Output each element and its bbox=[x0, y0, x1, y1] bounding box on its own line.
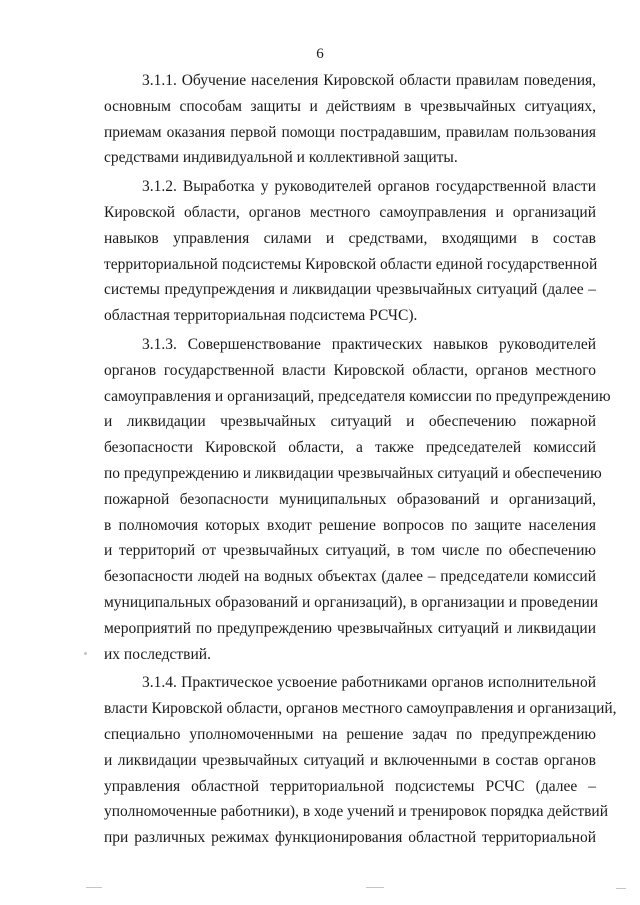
text-line: пожарной безопасности муниципальных образований и организаций, bbox=[104, 490, 596, 508]
text-line: при различных режимах функционирования областной территориальной bbox=[104, 829, 596, 847]
text-line: и территорий от чрезвычайных ситуаций, в том числе по обеспечению bbox=[104, 542, 596, 560]
text-line: основным способам защиты и действиям в чрезвычайных ситуациях, bbox=[104, 97, 596, 115]
text-line: специально уполномоченными на решение задач по предупреждению bbox=[104, 725, 596, 743]
text-line: и ликвидации чрезвычайных ситуаций и включенными в состав органов bbox=[104, 751, 596, 769]
text-line: 3.1.2. Выработка у руководителей органов государственной власти bbox=[142, 178, 596, 196]
text-line: и ликвидации чрезвычайных ситуаций и обеспечению пожарной bbox=[104, 413, 596, 431]
text-line: приемам оказания первой помощи пострадавшим, правилам пользования bbox=[104, 123, 596, 141]
text-line: областная территориальная подсистема РСЧС). bbox=[104, 307, 418, 325]
text-line: 3.1.1. Обучение населения Кировской области правилам поведения, bbox=[142, 72, 596, 89]
text-line: муниципальных образований и организаций), в организации и проведении bbox=[104, 593, 599, 611]
paragraph-3-1-2 bbox=[104, 174, 596, 329]
text-line: территориальной подсистемы Кировской области единой государственной bbox=[104, 255, 598, 273]
text-line: управления областной территориальной подсистемы РСЧС (далее – bbox=[104, 777, 596, 795]
text-line: 3.1.4. Практическое усвоение работниками органов исполнительной bbox=[142, 674, 596, 692]
scan-speck bbox=[616, 888, 626, 889]
text-line: средствами индивидуальной и коллективной защиты. bbox=[104, 149, 458, 167]
paragraph-3-1-1 bbox=[104, 68, 596, 171]
text-line: навыков управления силами и средствами, входящими в состав bbox=[104, 229, 596, 247]
text-line: 3.1.3. Совершенствование практических навыков руководителей bbox=[142, 335, 596, 353]
paragraph-3-1-4 bbox=[104, 670, 617, 851]
scan-speck bbox=[366, 887, 384, 888]
text-line: мероприятий по предупреждению чрезвычайных ситуаций и ликвидации bbox=[104, 619, 596, 637]
page-number: 6 bbox=[316, 46, 324, 62]
text-line: Кировской области, органов местного самоуправления и организаций bbox=[104, 203, 596, 221]
text-line: уполномоченные работники), в ходе учений и тренировок порядка действий bbox=[104, 803, 609, 821]
text-line: по предупреждению и ликвидации чрезвычайных ситуаций и обеспечению bbox=[104, 464, 602, 482]
document-body bbox=[104, 68, 617, 854]
scan-speck bbox=[86, 887, 102, 888]
text-line: безопасности людей на водных объектах (далее – председатели комиссий bbox=[104, 568, 596, 586]
text-line: органов государственной власти Кировской области, органов местного bbox=[104, 361, 596, 379]
text-line: их последствий. bbox=[104, 645, 211, 663]
text-line: власти Кировской области, органов местного самоуправления и организаций, bbox=[104, 700, 617, 718]
scan-speck bbox=[84, 652, 87, 655]
text-line: системы предупреждения и ликвидации чрезвычайных ситуаций (далее – bbox=[104, 281, 596, 299]
text-line: самоуправления и организаций, председателя комиссии по предупреждению bbox=[104, 387, 611, 405]
text-line: безопасности Кировской области, а также председателей комиссий bbox=[104, 439, 596, 457]
paragraph-3-1-3 bbox=[104, 332, 611, 667]
text-line: в полномочия которых входит решение вопросов по защите населения bbox=[104, 516, 596, 534]
